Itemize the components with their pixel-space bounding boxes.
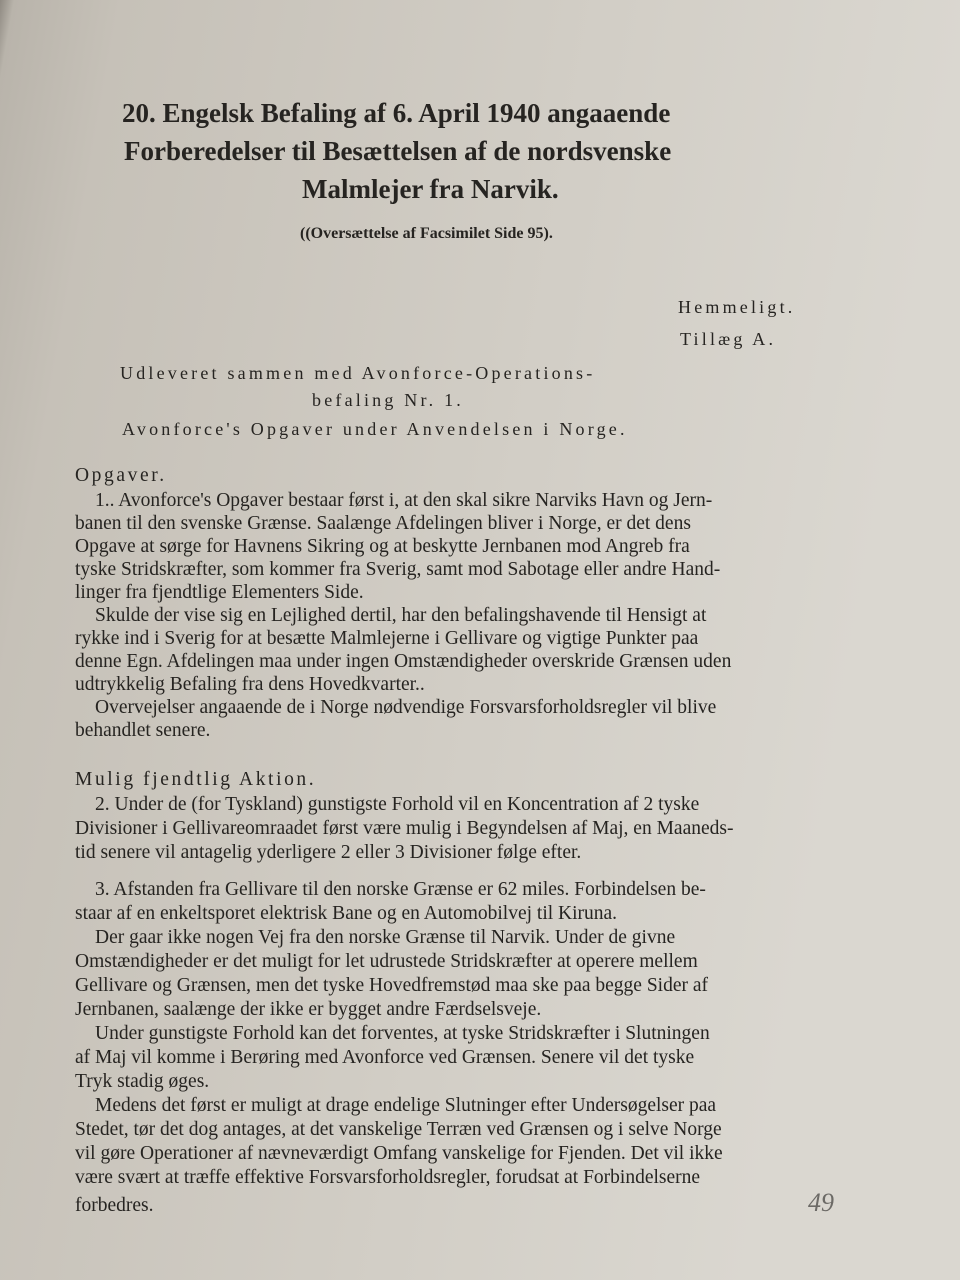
text-line: forbedres. xyxy=(75,1195,154,1216)
text-line: 1.. Avonforce's Opgaver bestaar først i, at den skal sikre Narviks Havn og Jern- xyxy=(95,490,713,511)
text-line: rykke ind i Sverig for at besætte Malmlejerne i Gellivare og vigtige Punkter paa xyxy=(75,628,699,649)
text-line: udtrykkelig Befaling fra dens Hovedkvarter.. xyxy=(75,674,425,695)
text-line: staar af en enkeltsporet elektrisk Bane og en Automobilvej til Kiruna. xyxy=(75,903,618,924)
secret-mark: Hemmeligt. xyxy=(678,297,796,317)
text-line: tid senere vil antagelig yderligere 2 eller 3 Divisioner følge efter. xyxy=(75,842,582,863)
text-line: af Maj vil komme i Berøring med Avonforce ved Grænsen. Senere vil det tyske xyxy=(75,1047,695,1068)
text-line: Opgave at sørge for Havnens Sikring og at beskytte Jernbanen mod Angreb fra xyxy=(75,536,690,557)
text-line: Skulde der vise sig en Lejlighed dertil, har den befalingshavende til Hensigt at xyxy=(95,605,707,626)
text-line: 2. Under de (for Tyskland) gunstigste Forhold vil en Koncentration af 2 tyske xyxy=(95,794,700,815)
text-line: Tryk stadig øges. xyxy=(75,1071,210,1092)
text-line: banen til den svenske Grænse. Saalænge Afdelingen bliver i Norge, er det dens xyxy=(75,513,691,534)
text-line: tyske Stridskræfter, som kommer fra Sverig, samt mod Sabotage eller andre Hand- xyxy=(75,559,721,580)
title-line: Forberedelser til Besættelsen af de nordsvenske xyxy=(124,136,672,166)
appendix-mark: Tillæg A. xyxy=(680,329,777,349)
header-line: Avonforce's Opgaver under Anvendelsen i Norge. xyxy=(122,419,628,439)
text-line: linger fra fjendtlige Elementers Side. xyxy=(75,582,364,603)
title-line: Malmlejer fra Narvik. xyxy=(302,174,559,204)
text-line: Jernbanen, saalænge der ikke er bygget andre Færdselsveje. xyxy=(75,999,542,1020)
text-line: Der gaar ikke nogen Vej fra den norske Grænse til Narvik. Under de givne xyxy=(95,927,676,948)
text-line: Medens det først er muligt at drage endelige Slutninger efter Undersøgelser paa xyxy=(95,1095,717,1116)
page-number: 49 xyxy=(808,1188,834,1217)
text-line: behandlet senere. xyxy=(75,720,211,741)
header-line: befaling Nr. 1. xyxy=(312,390,464,410)
text-line: 3. Afstanden fra Gellivare til den norske Grænse er 62 miles. Forbindelsen be- xyxy=(95,879,706,900)
text-line: Omstændigheder er det muligt for let udrustede Stridskræfter at operere mellem xyxy=(75,951,698,972)
text-line: Under gunstigste Forhold kan det forventes, at tyske Stridskræfter i Slutningen xyxy=(95,1023,710,1044)
text-line: Gellivare og Grænsen, men det tyske Hovedfremstød maa ske paa begge Sider af xyxy=(75,975,709,996)
section-heading: Opgaver. xyxy=(75,465,167,486)
text-line: være svært at træffe effektive Forsvarsforholdsregler, forudsat at Forbindelserne xyxy=(75,1167,701,1188)
text-line: Overvejelser angaaende de i Norge nødvendige Forsvarsforholdsregler vil blive xyxy=(95,697,717,718)
title-line: 20. Engelsk Befaling af 6. April 1940 angaaende xyxy=(122,98,671,128)
header-line: Udleveret sammen med Avonforce-Operations- xyxy=(120,363,596,383)
text-line: vil gøre Operationer af nævneværdigt Omfang vanskelige for Fjenden. Det vil ikke xyxy=(75,1143,723,1164)
section-heading: Mulig fjendtlig Aktion. xyxy=(75,769,317,790)
subtitle: ((Oversættelse af Facsimilet Side 95). xyxy=(300,225,553,242)
text-line: denne Egn. Afdelingen maa under ingen Omstændigheder overskride Grænsen uden xyxy=(75,651,732,672)
text-line: Divisioner i Gellivareomraadet først være mulig i Begyndelsen af Maj, en Maaneds- xyxy=(75,818,734,839)
text-line: Stedet, tør det dog antages, at det vanskelige Terræn ved Grænsen og i selve Norge xyxy=(75,1119,722,1140)
